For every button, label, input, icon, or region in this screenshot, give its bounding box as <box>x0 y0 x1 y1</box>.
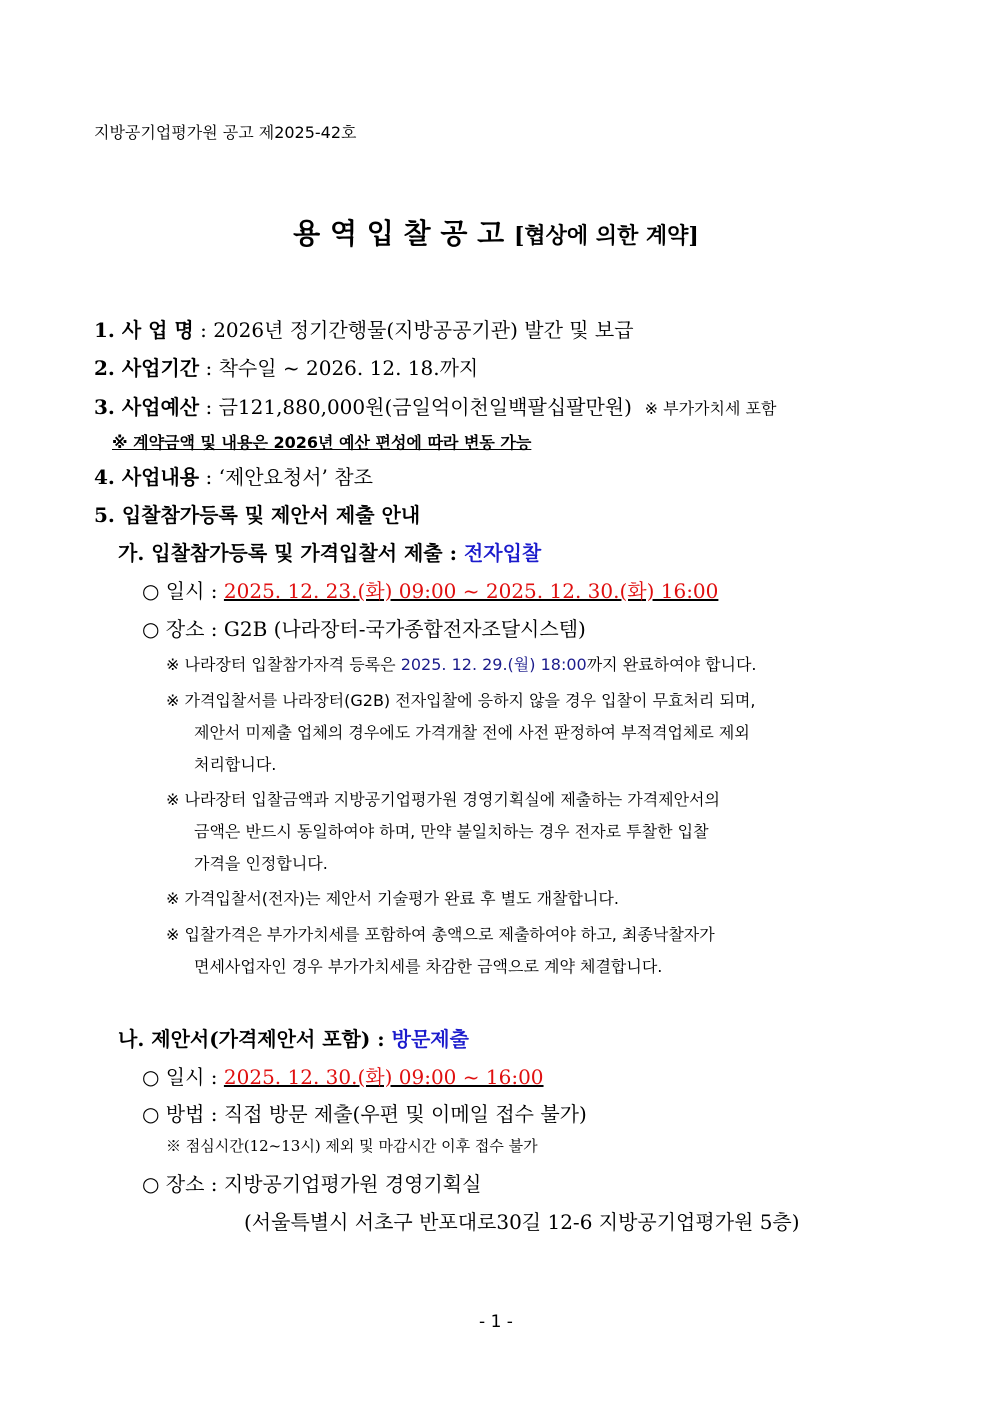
item-label: 3. 사업예산 <box>94 395 200 419</box>
ga-date <box>142 575 718 604</box>
item-label: 2. 사업기간 <box>94 356 200 380</box>
item-label: 4. 사업내용 <box>94 465 200 489</box>
na-place: ○ 장소 : 지방공기업평가원 경영기획실 <box>142 1172 482 1196</box>
section-ga-heading <box>118 537 541 566</box>
na-address: (서울특별시 서초구 반포대로30길 12-6 지방공기업평가원 5층) <box>244 1210 800 1234</box>
note-vat-cont: 면세사업자인 경우 부가가치세를 차감한 금액으로 계약 체결합니다. <box>194 957 663 976</box>
note-amount: ※ 나라장터 입찰금액과 지방공기업평가원 경영기획실에 제출하는 가격제안서의 <box>166 790 720 809</box>
na-method: ○ 방법 : 직접 방문 제출(우편 및 이메일 접수 불가) <box>142 1102 587 1126</box>
title-sub: [협상에 의한 계약] <box>513 223 699 249</box>
item-content <box>94 461 373 490</box>
note-registration <box>166 652 757 675</box>
date-value: 2025. 12. 30.(화) 09:00 ~ 16:00 <box>223 1065 544 1089</box>
note-invalid-cont: 제안서 미제출 업체의 경우에도 가격개찰 전에 사전 판정하여 부적격업체로 제외 <box>194 723 750 742</box>
date-value: 2025. 12. 23.(화) 09:00 ~ 2025. 12. 30.(화) 16:00 <box>223 579 719 603</box>
item-project-name <box>94 314 634 343</box>
note-amount-cont: 금액은 반드시 동일하여야 하며, 만약 불일치하는 경우 전자로 투찰한 입찰 <box>194 822 709 841</box>
date-label: ○ 일시 : <box>142 579 218 603</box>
item-label: 1. 사 업 명 <box>94 318 194 342</box>
na-date <box>142 1061 544 1090</box>
date-label: ○ 일시 : <box>142 1065 218 1089</box>
item-period <box>94 352 478 381</box>
note-opening: ※ 가격입찰서(전자)는 제안서 기술평가 완료 후 별도 개찰합니다. <box>166 889 619 908</box>
note-text: 까지 완료하여야 합니다. <box>586 655 757 674</box>
item-value: : 2026년 정기간행물(지방공공기관) 발간 및 보급 <box>200 318 634 342</box>
section-label: 나. 제안서(가격제안서 포함) : <box>118 1027 385 1051</box>
note-text: ※ 나라장터 입찰참가자격 등록은 <box>166 655 401 674</box>
note-invalid-cont: 처리합니다. <box>194 755 277 774</box>
item-value: : 착수일 ~ 2026. 12. 18.까지 <box>205 356 479 380</box>
vat-note: ※ 부가가치세 포함 <box>644 399 777 418</box>
note-amount-cont: 가격을 인정합니다. <box>194 854 328 873</box>
page-title <box>0 212 992 252</box>
title-main: 용 역 입 찰 공 고 <box>293 217 505 250</box>
note-deadline: 2025. 12. 29.(월) 18:00 <box>400 655 587 674</box>
page-number: - 1 - <box>479 1312 513 1332</box>
item-submission: 5. 입찰참가등록 및 제안서 제출 안내 <box>94 503 421 527</box>
section-na-heading <box>118 1023 469 1052</box>
item-value: : ‘제안요청서’ 참조 <box>205 465 373 489</box>
item-budget <box>94 391 776 420</box>
budget-note: ※ 계약금액 및 내용은 2026년 예산 편성에 따라 변동 가능 <box>112 433 532 452</box>
note-invalid: ※ 가격입찰서를 나라장터(G2B) 전자입찰에 응하지 않을 경우 입찰이 무효처리 되며, <box>166 691 756 710</box>
notice-number: 지방공기업평가원 공고 제2025-42호 <box>94 123 357 142</box>
section-method: 방문제출 <box>391 1027 469 1051</box>
item-value: : 금121,880,000원(금일억이천일백팔십팔만원) <box>205 395 632 419</box>
ga-place: ○ 장소 : G2B (나라장터-국가종합전자조달시스템) <box>142 617 586 641</box>
na-method-note: ※ 점심시간(12~13시) 제외 및 마감시간 이후 접수 불가 <box>166 1137 538 1155</box>
note-vat: ※ 입찰가격은 부가가치세를 포함하여 총액으로 제출하여야 하고, 최종낙찰자가 <box>166 925 715 944</box>
section-method: 전자입찰 <box>463 541 542 565</box>
section-label: 가. 입찰참가등록 및 가격입찰서 제출 : <box>118 541 457 565</box>
